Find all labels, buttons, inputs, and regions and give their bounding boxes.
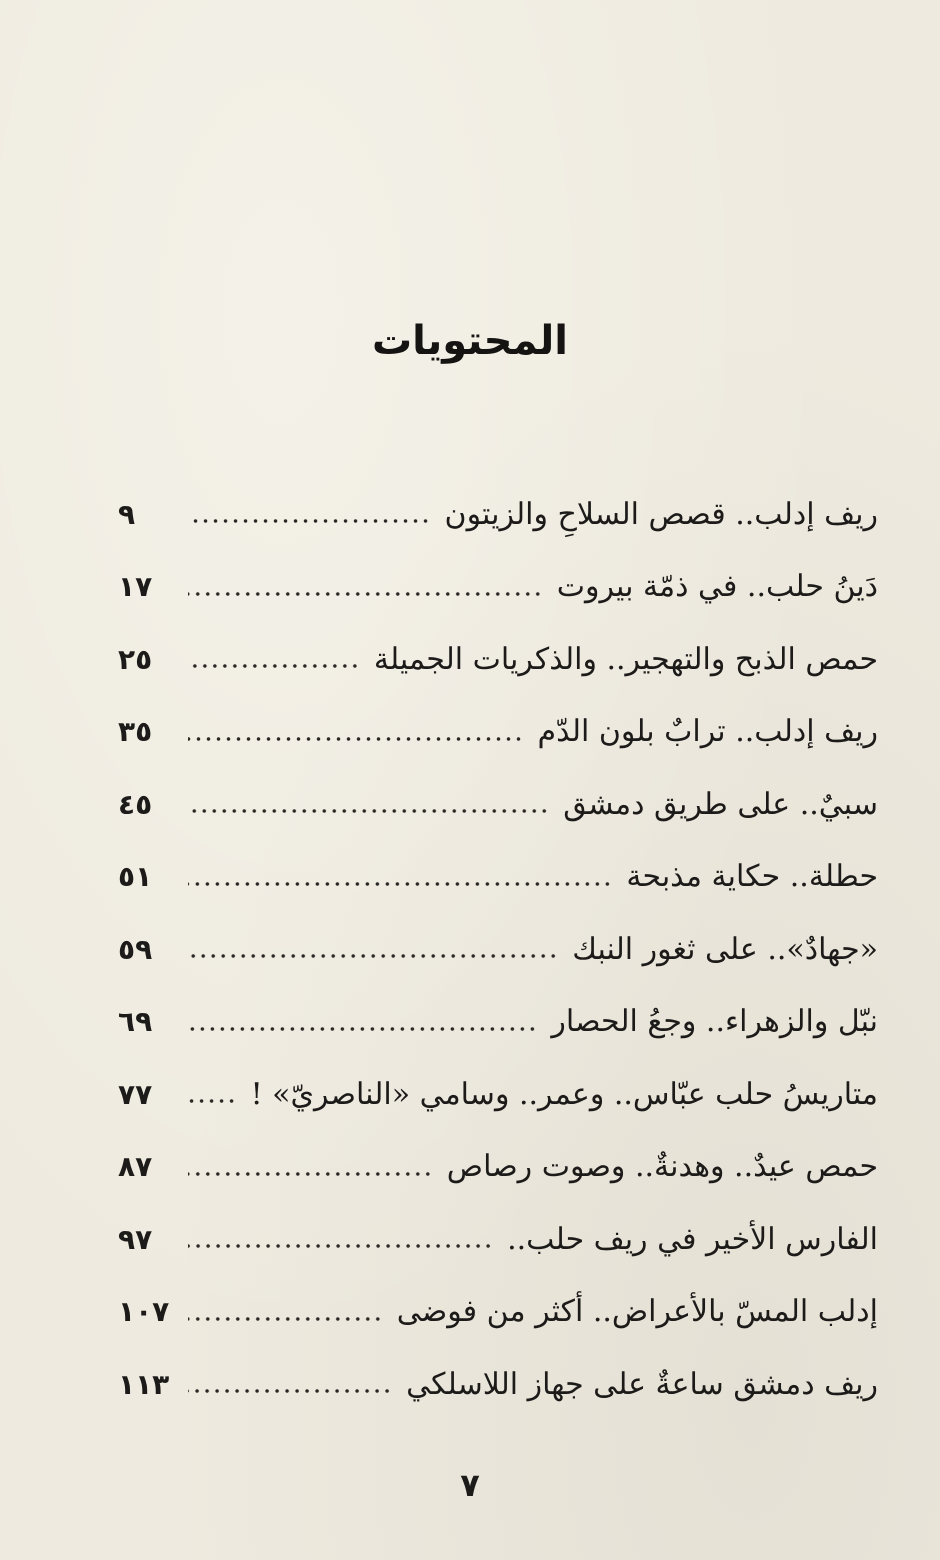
toc-entry-page: ٢٥ (118, 642, 153, 676)
toc-entry (118, 1348, 878, 1421)
toc-entry (118, 478, 878, 551)
toc-entry-page: ٥١ (118, 860, 153, 894)
toc-entry-title: حطلة.. حكاية مذبحة (626, 859, 878, 895)
toc-entry (118, 986, 878, 1059)
page-title: المحتويات (371, 318, 568, 364)
dot-leader (188, 1316, 383, 1322)
toc-entry-title: نبّل والزهراء.. وجعُ الحصار (551, 1004, 878, 1040)
toc-entry-title: ريف إدلب.. ترابٌ بلون الدّم (537, 714, 878, 750)
toc-entry-page: ٧٧ (118, 1077, 153, 1111)
toc-entry (118, 768, 878, 841)
toc-entry-title: سبيٌ.. على طريق دمشق (563, 786, 878, 822)
toc-entry-page: ١٠٧ (118, 1295, 170, 1329)
dot-leader (188, 518, 431, 524)
toc-entry (118, 841, 878, 914)
toc-entry-title: إدلب المسّ بالأعراض.. أكثر من فوضى (396, 1294, 878, 1330)
dot-leader (188, 808, 549, 814)
dot-leader (188, 953, 558, 959)
dot-leader (188, 736, 524, 742)
toc-entry-title: ريف دمشق ساعةٌ على جهاز اللاسلكي (406, 1366, 878, 1402)
toc-entry-title: حمص عيدٌ.. وهدنةٌ.. وصوت رصاص (446, 1149, 878, 1185)
dot-leader (188, 881, 612, 887)
toc-entry-title: الفارس الأخير في ريف حلب.. (507, 1221, 878, 1257)
toc-entry-page: ٥٩ (118, 932, 153, 966)
toc-entry-title: متاريسُ حلب عبّاس.. وعمر.. وسامي «الناصريّ» ! (250, 1076, 878, 1112)
toc-entry-page: ٨٧ (118, 1150, 153, 1184)
toc-entry (118, 551, 878, 624)
table-of-contents (118, 478, 878, 1421)
toc-entry-title: دَينُ حلب.. في ذمّة بيروت (556, 569, 878, 605)
toc-entry-title: حمص الذبح والتهجير.. والذكريات الجميلة (373, 641, 878, 677)
toc-entry-page: ٩ (118, 497, 136, 531)
toc-entry (118, 696, 878, 769)
toc-entry (118, 623, 878, 696)
toc-entry-title: ريف إدلب.. قصص السلاحِ والزيتون (444, 496, 878, 532)
dot-leader (188, 591, 543, 597)
dot-leader (188, 663, 360, 669)
dot-leader (188, 1026, 537, 1032)
toc-entry-page: ٩٧ (118, 1222, 153, 1256)
toc-entry-page: ٤٥ (118, 787, 153, 821)
toc-entry (118, 1131, 878, 1204)
toc-entry (118, 1276, 878, 1349)
toc-entry-title: «جهادٌ».. على ثغور النبك (572, 931, 878, 967)
dot-leader (188, 1388, 392, 1394)
toc-entry-page: ١١٣ (118, 1367, 170, 1401)
toc-entry-page: ٣٥ (118, 715, 153, 749)
footer-page-number: ٧ (460, 1466, 480, 1504)
toc-entry (118, 1203, 878, 1276)
dot-leader (188, 1171, 433, 1177)
toc-entry (118, 1058, 878, 1131)
dot-leader (188, 1243, 493, 1249)
dot-leader (188, 1098, 237, 1104)
toc-entry-page: ٦٩ (118, 1005, 153, 1039)
toc-entry (118, 913, 878, 986)
toc-entry-page: ١٧ (118, 570, 153, 604)
